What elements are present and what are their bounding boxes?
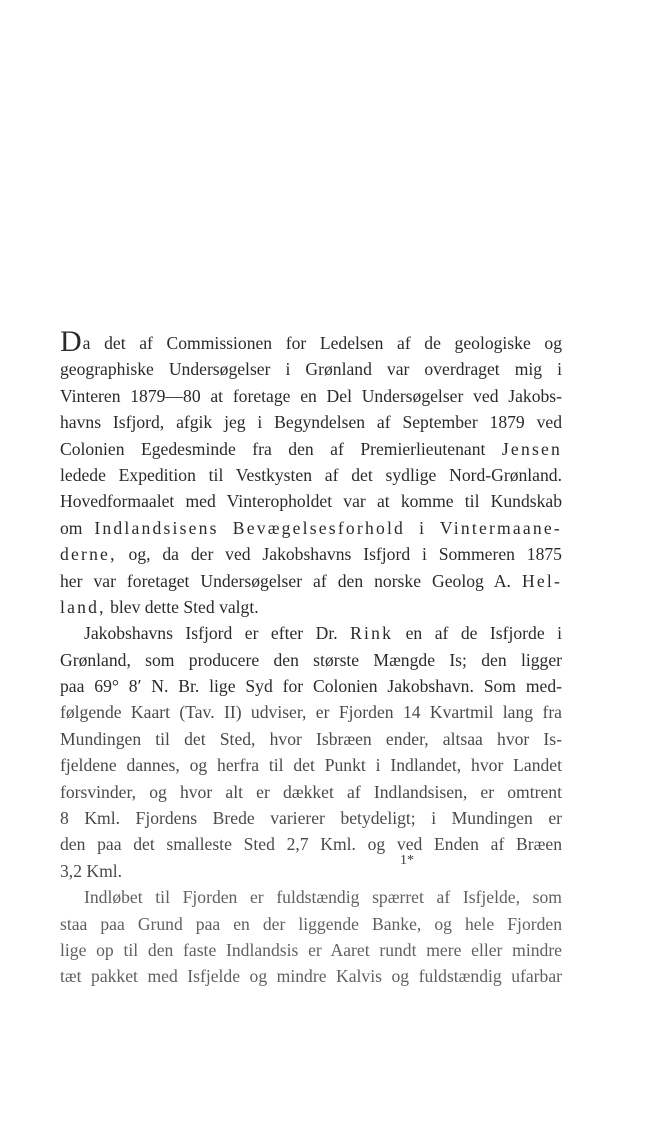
text-line-1 <box>60 325 562 358</box>
text-line-20: den paa det smalleste Sted 2,7 Kml. og ved Enden af Bræen <box>60 834 562 855</box>
text-line-7: Hovedformaalet med Vinteropholdet var at komme til Kundskab <box>60 491 562 512</box>
text-span: blev dette Sted valgt. <box>110 596 259 617</box>
text-line-25: tæt pakket med Isfjelde og mindre Kalvis og fuldstændig ufarbar <box>60 966 562 987</box>
text-line-8 <box>60 515 562 541</box>
body-text <box>60 325 563 990</box>
person-name-helland: Hel- <box>521 570 562 591</box>
emphasized-phrase: Indlandsisens Bevægelsesforhold i Vintermaane- <box>94 517 562 538</box>
text-line-16: Mundingen til det Sted, hvor Isbræen ender, altsaa hvor Is- <box>60 728 562 749</box>
text-line-17: fjeldene dannes, og herfra til det Punkt i Indlandet, hvor Landet <box>60 755 562 776</box>
text-line-2: geographiske Undersøgelser i Grønland var overdraget mig i <box>60 359 562 380</box>
text-line-19: 8 Kml. Fjordens Brede varierer betydeligt; i Mundingen er <box>60 808 562 829</box>
text-line-23: staa paa Grund paa en der liggende Banke, og hele Fjorden <box>60 913 562 934</box>
text-line-10 <box>60 568 562 594</box>
text-line-5 <box>60 436 562 462</box>
text-span: her var foretaget Undersøgelser af den norske Geolog A. <box>60 570 511 591</box>
text-line-24: lige op til den faste Indlandsis er Aaret rundt mere eller mindre <box>60 939 562 960</box>
text-line-22: Indløbet til Fjorden er fuldstændig spærret af Isfjelde, som <box>84 887 562 908</box>
text-line-3: Vinteren 1879—80 at foretage en Del Undersøgelser ved Jakobs- <box>60 385 562 406</box>
text-line-15: følgende Kaart (Tav. II) udviser, er Fjorden 14 Kvartmil lang fra <box>60 702 562 723</box>
person-name-helland-end: land, <box>60 596 106 617</box>
drop-cap: D <box>60 325 82 358</box>
text-line-14: paa 69° 8′ N. Br. lige Syd for Colonien Jakobshavn. Som med- <box>60 676 562 697</box>
printer-signature-mark: 1* <box>400 853 414 868</box>
text-span: og, da der ved Jakobshavns Isfjord i Sommeren 1875 <box>128 544 562 565</box>
text-line-4: havns Isfjord, afgik jeg i Begyndelsen af September 1879 ved <box>60 412 562 433</box>
text-line-21: 3,2 Kml. <box>60 860 123 881</box>
text-line-11 <box>60 594 562 620</box>
text-line-6: ledede Expedition til Vestkysten af det sydlige Nord-Grønland. <box>60 464 562 485</box>
text-line-12 <box>60 620 562 646</box>
person-name-rink: Rink <box>350 623 394 644</box>
text-line-9 <box>60 541 562 567</box>
text-span: a det af Commissionen for Ledelsen af de geologiske og <box>82 333 562 353</box>
text-span: en af de Isfjorde i <box>405 623 563 644</box>
text-span: om <box>60 517 83 538</box>
person-name-jensen: Jensen <box>501 438 562 459</box>
text-line-13: Grønland, som producere den største Mængde Is; den ligger <box>60 649 562 670</box>
text-span: Jakobshavns Isfjord er efter Dr. <box>84 623 338 644</box>
text-line-18: forsvinder, og hvor alt er dækket af Indlandsisen, er omtrent <box>60 781 562 802</box>
emphasized-phrase-end: derne, <box>60 544 117 565</box>
text-span: Colonien Egedesminde fra den af Premierlieutenant <box>60 438 486 459</box>
